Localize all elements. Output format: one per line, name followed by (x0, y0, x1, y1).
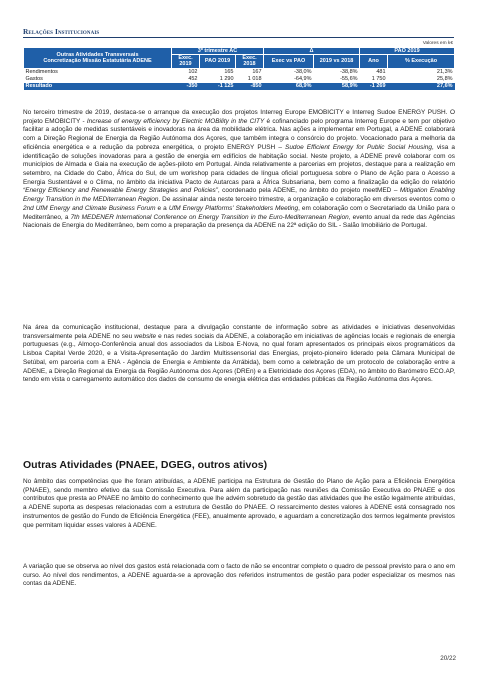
col-exec2018: Exec. 2018 (236, 55, 264, 68)
cell: 21,3% (436, 69, 453, 75)
col-pao2019: PAO 2019 (200, 55, 236, 68)
header-group-pao: PAO 2019 (360, 48, 455, 55)
table-row (24, 76, 455, 83)
page-number: 20/22 (440, 655, 456, 662)
header-label-line-2: Concretização Missão Estatutária ADENE (43, 57, 152, 64)
cell: 1 290 (219, 76, 234, 82)
col-pct-exec: % Execução (388, 55, 455, 68)
paragraph-projects: No terceiro trimestre de 2019, destaca-se o arranque da execução dos projetos Interreg Europe EMOBICITY e Interreg Sudoe ENERGY PUSH. O projeto EMOBICITY - Increase of energy efficiency by Electric MOBility in the CITY é cofinanciado pelo programa Interreg Europe e tem por objetivo facilitar a adoção de medidas sustentáveis e inovadoras na área da mobilidade elétrica. Nas ações a implementar em Portugal, a ADENE colaborará com a Direção Regional de Energia da Região Autónoma dos Açores, que também integra o consórcio do projeto. Vocacionado para a melhoria da eficiência energética e a redução da pobreza energética, o projeto ENERGY PUSH – Sudoe Efficient Energy for Public Social Housing, visa a identificação de soluções inovadoras para a gestão de energia em edifícios de habitação social. Neste projeto, a ADENE prevê colaborar com os municípios de Almada e Gaia na execução de ações-piloto em Portugal. Ainda relativamente a parcerias em projetos, destaque para a realização em setembro, na Cidade do Cabo, África do Sul, de um workshop para cidades de língua oficial portuguesa sobre o Plano de Ação para o Acesso a Energia Sustentável e o Clima, no âmbito da iniciativa Pacto de Autarcas para a África Subsariana, bem como a finalização da edição do relatório “Energy Efficiency and Renewable Energy Strategies and Policies”, coordenado pela ADENE, no âmbito do projeto meetMED – Mitigation Enabling Energy Transition in the MEDiterranean Region. De assinalar ainda neste terceiro trimestre, a organização e colaboração em diversos eventos como o 2nd UfM Energy and Climate Business Forum e a UfM Energy Platforms' Stakeholders Meeting, em colaboração com o Secretariado da União para o Mediterrâneo, a 7th MEDENER International Conference on Energy Transition in the Euro-Mediterranean Region, evento anual da rede das Agências Nacionais de Energia do Mediterrâneo, bem como a preparação da presença da ADENE na 22ª edição do SIL - Salão Imobiliário de Portugal. (23, 109, 456, 230)
section-divider (23, 37, 454, 38)
cell: 58,9% (314, 83, 360, 90)
table-row (24, 68, 455, 76)
col-2019-vs-2018: 2019 vs 2018 (314, 55, 360, 68)
cell: 25,8% (436, 76, 453, 82)
row-label: Resultado (24, 83, 172, 90)
table-header-label (24, 48, 172, 69)
cell: -55,6% (340, 76, 358, 82)
cell: -850 (236, 83, 264, 90)
section-heading: Outras Atividades (PNAEE, DGEG, outros ativos) (23, 459, 268, 471)
cell: -1 125 (200, 83, 236, 90)
col-ano: Ano (360, 55, 388, 68)
cell: -38,8% (340, 69, 358, 75)
col-exec-vs-pao: Exec vs PAO (264, 55, 314, 68)
col-exec2019: Exec. 2019 (172, 55, 200, 68)
header-group-delta: Δ (264, 48, 360, 55)
header-group-3t: 3º trimestre AC (172, 48, 264, 55)
cell: 452 (188, 76, 198, 82)
cell: 27,6% (388, 83, 455, 90)
row-label: Rendimentos (25, 69, 58, 75)
cell: -64,9% (294, 76, 312, 82)
header-label-line-1: Outras Atividades Transversais (56, 51, 139, 58)
row-label: Gastos (25, 76, 43, 82)
units-note: Valores em k€ (422, 41, 453, 46)
cell: -350 (172, 83, 200, 90)
paragraph-variation: A variação que se observa ao nível dos gastos está relacionada com o facto de não se encontrar completo o quadro de pessoal previsto para o ano em curso. Ao nível dos rendimentos, a ADENE aguarda-se a aprovação dos referidos instrumentos de gestão para poder especializar os mesmos nas contas da ADENE. (23, 563, 455, 588)
cell: -1 269 (360, 83, 388, 90)
cell: 1 750 (371, 76, 386, 82)
paragraph-pnaee: No âmbito das competências que lhe foram atribuídas, a ADENE participa na Estrutura de Gestão do Plano de Ação para a Eficiência Energética (PNAEE), sendo membro efetivo da sua Comissão Executiva. Para além da participação nas reuniões da Comissão Executiva do PNAEE e dos contributos que presta ao PNAEE no âmbito do conhecimento que lhe advém sobretudo da gestão das atividades que lhe estão legalmente atribuídas, a ADENE suporta as despesas relacionadas com a estrutura de Gestão do PNAEE. O ressarcimento destes valores à ADENE está consagrado nos instrumentos de gestão do Fundo de Eficiência Energética (FEE), anualmente aprovado, e aguardam a concretização dos termos legalmente previstos que permitam liquidar esses valores à ADENE. (23, 478, 455, 529)
cell: 102 (188, 69, 198, 75)
financial-table (23, 47, 455, 90)
cell: 1 018 (247, 76, 262, 82)
cell: 68,9% (264, 83, 314, 90)
cell: 167 (252, 69, 262, 75)
cell: -38,0% (294, 69, 312, 75)
cell: 165 (224, 69, 234, 75)
paragraph-communication: Na área da comunicação institucional, destaque para a divulgação constante de informação sobre as atividades e iniciativas desenvolvidas transversalmente pela ADENE no seu website e nas redes sociais da ADENE, a colaboração em iniciativas de agências locais e regionais de energia portuguesas (e.g., Almoço-Conferência anual dos associados da Lisboa E-Nova, no qual foram apresentados os principais eixos programáticos da Lisboa Capital Verde 2020, e a Visita-Apresentação do Jardim Multissensorial das Energias, projeto-pioneiro liderado pela Câmara Municipal de Setúbal, em parceria com a ENA - Agência de Energia e Ambiente da Arrábida), bem como a celebração de um protocolo de colaboração entre a ADENE, a Direção Regional da Energia da Região Autónoma dos Açores (DREn) e a Eletricidade dos Açores (EDA), no âmbito do Barómetro ECO.AP, tendo em vista o carregamento automático dos dados de consumo de energia elétrica das entidades públicas da Região Autónoma dos Açores. (23, 324, 455, 384)
table-row-result (24, 83, 455, 90)
cell: 481 (376, 69, 386, 75)
section-title: Relações Institucionais (23, 27, 100, 36)
